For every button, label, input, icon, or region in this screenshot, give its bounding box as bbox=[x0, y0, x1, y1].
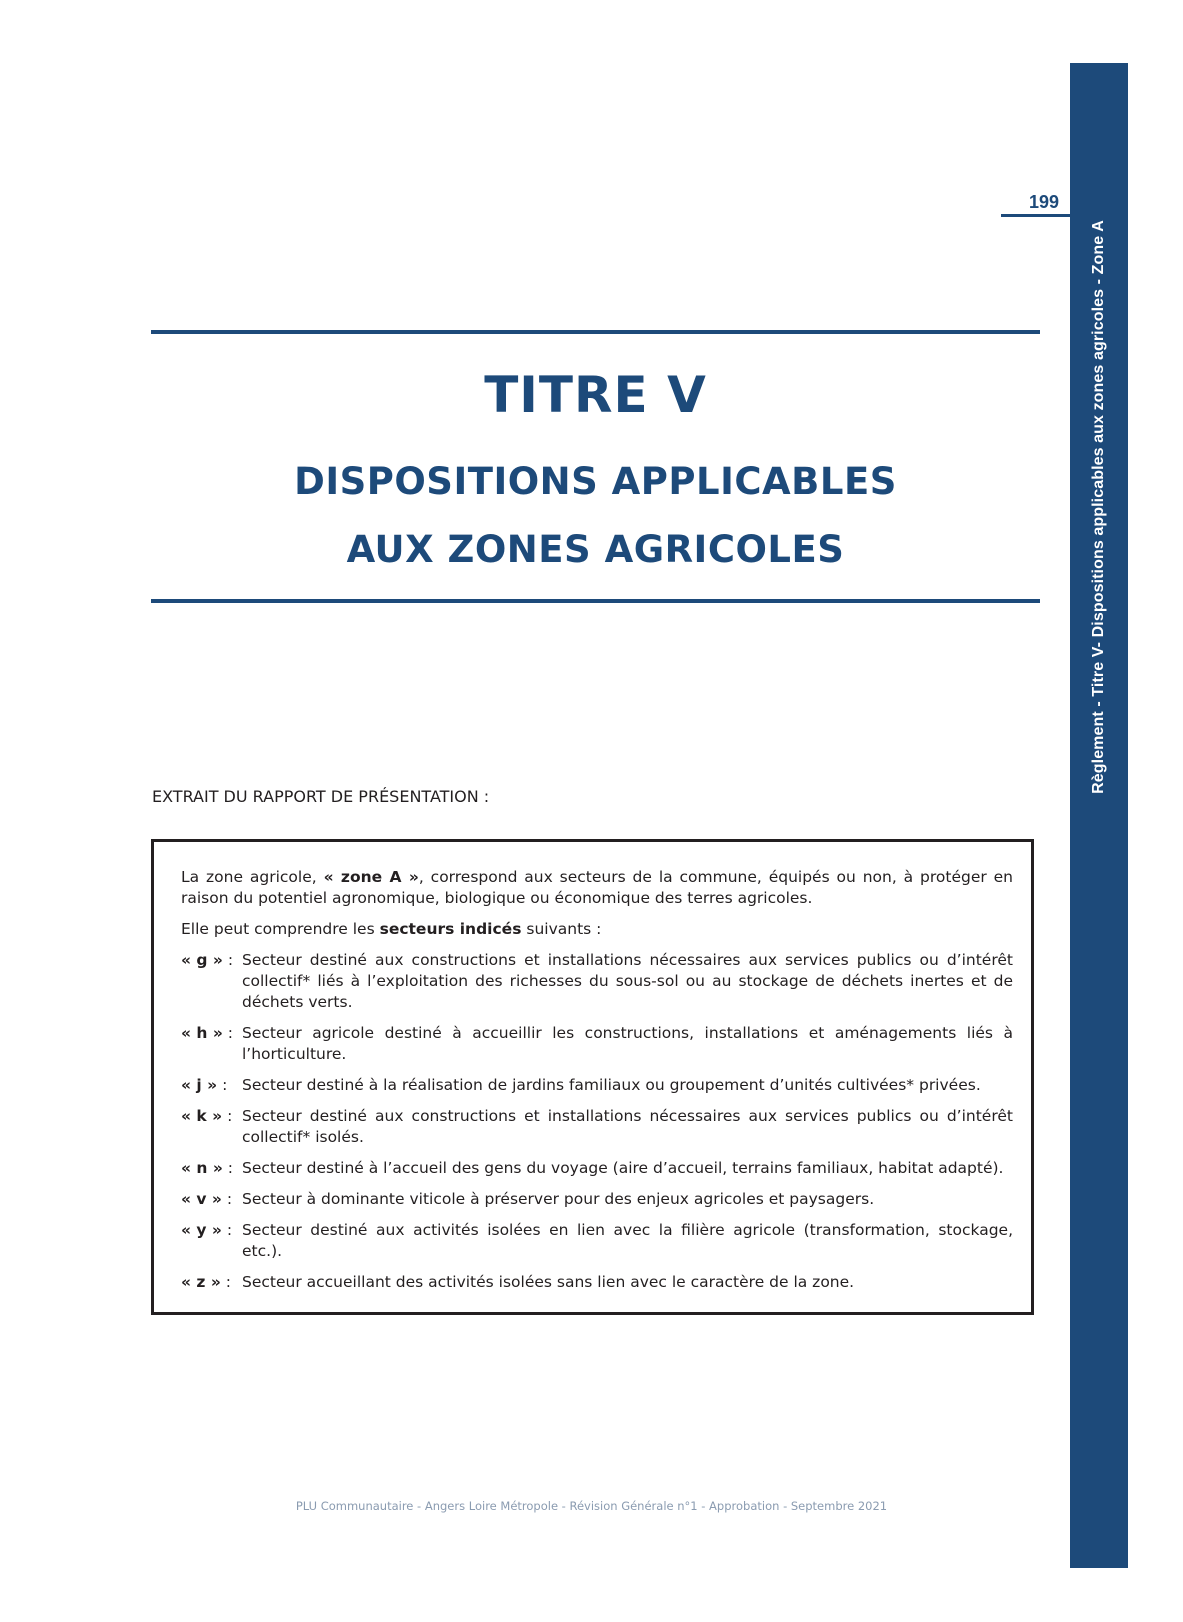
title-top-rule bbox=[151, 330, 1040, 334]
title-bottom-rule bbox=[151, 599, 1040, 603]
sector-item-z bbox=[181, 1272, 1013, 1293]
sector-code-sep: : bbox=[222, 1159, 234, 1177]
sector-code-sep: : bbox=[222, 951, 234, 969]
sector-description: Secteur accueillant des activités isolées sans lien avec le caractère de la zone. bbox=[242, 1273, 855, 1291]
extract-box-content bbox=[181, 867, 1013, 1303]
main-title: TITRE V bbox=[484, 366, 707, 424]
page-number-rule bbox=[1001, 214, 1070, 217]
sectors-intro-bold: secteurs indicés bbox=[379, 920, 522, 938]
page-number: 199 bbox=[1028, 192, 1060, 212]
sector-item-k bbox=[181, 1106, 1013, 1148]
sector-code-sep: : bbox=[217, 1076, 228, 1094]
intro-text-before: La zone agricole, bbox=[181, 868, 324, 886]
sector-code bbox=[181, 1189, 242, 1210]
sector-code bbox=[181, 950, 242, 1013]
intro-text-bold: « zone A » bbox=[323, 868, 419, 886]
sector-code bbox=[181, 1023, 242, 1065]
sector-code bbox=[181, 1158, 242, 1179]
sector-code-label: « h » bbox=[181, 1024, 223, 1042]
sector-code-label: « g » bbox=[181, 951, 223, 969]
sector-description: Secteur destiné aux constructions et installations nécessaires aux services publics ou d’intérêt collectif* isolés. bbox=[242, 1107, 1013, 1146]
sector-item-h bbox=[181, 1023, 1013, 1065]
sectors-intro-before: Elle peut comprendre les bbox=[181, 920, 380, 938]
subtitle-line-1: DISPOSITIONS APPLICABLES bbox=[294, 460, 897, 503]
sectors-intro-after: suivants : bbox=[521, 920, 602, 938]
sector-code bbox=[181, 1220, 242, 1262]
sector-item-j bbox=[181, 1075, 1013, 1096]
extract-label: EXTRAIT DU RAPPORT DE PRÉSENTATION : bbox=[152, 787, 490, 806]
sector-code-sep: : bbox=[220, 1273, 231, 1291]
zone-intro-paragraph bbox=[181, 867, 1013, 909]
sector-description: Secteur destiné aux constructions et installations nécessaires aux services publics ou d’intérêt collectif* liés à l’exploitation des richesses du sous-sol ou au stockage de déchets inertes et de déchets verts. bbox=[242, 951, 1013, 1011]
sector-code-label: « z » bbox=[181, 1273, 221, 1291]
sector-item-n bbox=[181, 1158, 1013, 1179]
sector-item-v bbox=[181, 1189, 1013, 1210]
sector-code-label: « y » bbox=[181, 1221, 222, 1239]
sector-code-label: « n » bbox=[181, 1159, 223, 1177]
sector-description: Secteur destiné à l’accueil des gens du voyage (aire d’accueil, terrains familiaux, habitat adapté). bbox=[242, 1159, 1004, 1177]
sector-code-sep: : bbox=[222, 1107, 233, 1125]
sector-code bbox=[181, 1272, 242, 1293]
sectors-intro-paragraph bbox=[181, 919, 1013, 940]
extract-box bbox=[151, 839, 1034, 1315]
sector-description: Secteur destiné à la réalisation de jardins familiaux ou groupement d’unités cultivées* privées. bbox=[242, 1076, 981, 1094]
sector-code-label: « v » bbox=[181, 1190, 222, 1208]
subtitle-line-2: AUX ZONES AGRICOLES bbox=[346, 528, 845, 571]
sector-item-y bbox=[181, 1220, 1013, 1262]
sector-code-label: « k » bbox=[181, 1107, 223, 1125]
sector-description: Secteur agricole destiné à accueillir les constructions, installations et aménagements liés à l’horticulture. bbox=[242, 1024, 1013, 1063]
page-footer: PLU Communautaire - Angers Loire Métropole - Révision Générale n°1 - Approbation - Septembre 2021 bbox=[295, 1499, 888, 1513]
sector-code bbox=[181, 1106, 242, 1148]
sector-code-sep: : bbox=[222, 1024, 234, 1042]
sector-code-label: « j » bbox=[181, 1076, 218, 1094]
sector-item-g bbox=[181, 950, 1013, 1013]
sector-code bbox=[181, 1075, 242, 1096]
sector-code-sep: : bbox=[221, 1190, 233, 1208]
side-band-title: Règlement - Titre V- Dispositions applicables aux zones agricoles - Zone A bbox=[1090, 220, 1107, 794]
sector-description: Secteur destiné aux activités isolées en lien avec la filière agricole (transformation, stockage, etc.). bbox=[242, 1221, 1013, 1260]
intro-text-after: , correspond aux secteurs de la commune, équipés ou non, à protéger en raison du potentiel agronomique, biologique ou économique des terres agricoles. bbox=[181, 868, 1014, 907]
sector-code-sep: : bbox=[221, 1221, 233, 1239]
sector-description: Secteur à dominante viticole à préserver pour des enjeux agricoles et paysagers. bbox=[242, 1190, 875, 1208]
